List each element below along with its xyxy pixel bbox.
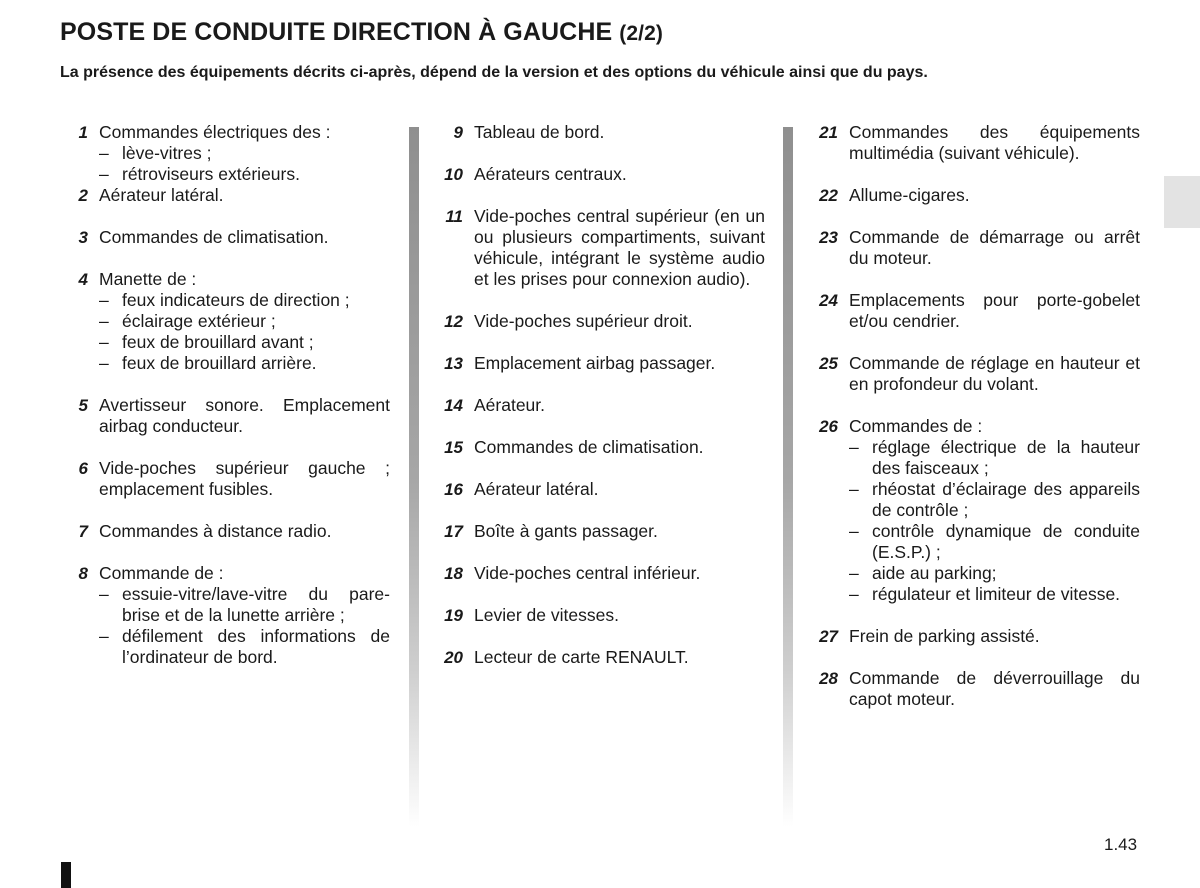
- legend-item-row: [435, 164, 765, 185]
- legend-item-text: Frein de parking assisté.: [849, 626, 1040, 646]
- legend-item-number: 15: [444, 438, 463, 457]
- legend-item-row: [435, 353, 765, 374]
- legend-item-row: [435, 206, 765, 290]
- page-subtitle: La présence des équipements décrits ci-après, dépend de la version et des options du véhicule ainsi que du pays.: [60, 64, 928, 81]
- legend-item: [810, 290, 1140, 332]
- legend-item-text: Vide-poches central supérieur (en un ou plusieurs compartiments, suivant véhicule, intégrant le système audio et les prises pour connexion audio).: [474, 206, 765, 289]
- section-tab-marker: [1164, 176, 1200, 228]
- dash-bullet: –: [99, 332, 109, 352]
- legend-item-text: Aérateurs centraux.: [474, 164, 627, 184]
- legend-sub-item-text: feux de brouillard avant ;: [122, 332, 314, 352]
- legend-item-number: 4: [78, 270, 88, 289]
- legend-item: [435, 647, 765, 668]
- legend-item-text: Commande de réglage en hauteur et en profondeur du volant.: [849, 353, 1140, 394]
- legend-item: [435, 479, 765, 500]
- legend-item-number: 21: [819, 123, 838, 142]
- legend-item-row: [810, 416, 1140, 437]
- legend-item: [810, 227, 1140, 269]
- legend-sub-item: [99, 143, 390, 164]
- legend-item-text: Commande de :: [99, 563, 224, 583]
- legend-item-number: 7: [78, 522, 88, 541]
- legend-item: [810, 353, 1140, 395]
- dash-bullet: –: [99, 143, 109, 163]
- legend-sub-item-text: réglage électrique de la hauteur des faisceaux ;: [872, 437, 1140, 478]
- legend-item-text: Emplacement airbag passager.: [474, 353, 716, 373]
- legend-item-number: 1: [78, 123, 88, 142]
- legend-item-number: 18: [444, 564, 463, 583]
- legend-sub-item-text: rétroviseurs extérieurs.: [122, 164, 300, 184]
- legend-item-row: [435, 647, 765, 668]
- legend-sub-item-text: feux de brouillard arrière.: [122, 353, 317, 373]
- column-separator: [783, 127, 793, 827]
- page-title-suffix: (2/2): [619, 22, 663, 45]
- legend-item-row: [810, 668, 1140, 710]
- dash-bullet: –: [99, 164, 109, 184]
- page-number: 1.43: [1104, 835, 1138, 854]
- legend-item-text: Avertisseur sonore. Emplacement airbag conducteur.: [99, 395, 390, 436]
- legend-sub-item: [99, 332, 390, 353]
- legend-item-text: Allume-cigares.: [849, 185, 970, 205]
- legend-item-row: [60, 563, 390, 584]
- legend-item-text: Lecteur de carte RENAULT.: [474, 647, 689, 667]
- legend-item-row: [810, 227, 1140, 269]
- dash-bullet: –: [849, 584, 859, 604]
- legend-item-text: Vide-poches supérieur gauche ; emplacement fusibles.: [99, 458, 390, 499]
- legend-item: [435, 521, 765, 542]
- legend-item-row: [810, 626, 1140, 647]
- dash-bullet: –: [849, 479, 859, 499]
- legend-item: [435, 353, 765, 374]
- legend-item-number: 23: [819, 228, 838, 247]
- legend-item: [810, 668, 1140, 710]
- legend-item-number: 10: [444, 165, 463, 184]
- legend-item-text: Boîte à gants passager.: [474, 521, 658, 541]
- dash-bullet: –: [99, 290, 109, 310]
- legend-item: [435, 563, 765, 584]
- column-separator: [409, 127, 419, 827]
- legend-item-number: 17: [444, 522, 463, 541]
- legend-item: [435, 311, 765, 332]
- page-title: [60, 18, 663, 47]
- legend-item: [435, 437, 765, 458]
- legend-sub-list: [60, 584, 390, 668]
- dash-bullet: –: [99, 353, 109, 373]
- legend-sub-item-text: contrôle dynamique de conduite (E.S.P.) ;: [872, 521, 1140, 562]
- legend-item: [60, 227, 390, 248]
- legend-item-text: Commandes des équipements multimédia (suivant véhicule).: [849, 122, 1140, 163]
- legend-sub-item-text: défilement des informations de l’ordinateur de bord.: [122, 626, 390, 667]
- legend-item-row: [60, 122, 390, 143]
- legend-item-number: 12: [444, 312, 463, 331]
- legend-sub-item-text: éclairage extérieur ;: [122, 311, 276, 331]
- dash-bullet: –: [99, 584, 109, 604]
- legend-item-text: Emplacements pour porte-gobelet et/ou cendrier.: [849, 290, 1140, 331]
- legend-item-number: 5: [78, 396, 88, 415]
- legend-item-text: Aérateur latéral.: [474, 479, 599, 499]
- legend-item-row: [60, 227, 390, 248]
- legend-item: [60, 269, 390, 374]
- legend-item-row: [435, 521, 765, 542]
- column-3: [810, 122, 1140, 731]
- legend-item-text: Commande de déverrouillage du capot moteur.: [849, 668, 1140, 709]
- legend-item-number: 19: [444, 606, 463, 625]
- legend-sub-item-text: essuie-vitre/lave-vitre du pare-brise et de la lunette arrière ;: [122, 584, 390, 625]
- legend-item: [810, 416, 1140, 605]
- legend-item-text: Vide-poches central inférieur.: [474, 563, 701, 583]
- legend-item: [810, 122, 1140, 164]
- legend-item: [60, 185, 390, 206]
- legend-sub-list: [60, 290, 390, 374]
- legend-item-text: Tableau de bord.: [474, 122, 605, 142]
- legend-item-row: [60, 458, 390, 500]
- legend-sub-item: [849, 479, 1140, 521]
- legend-item-text: Manette de :: [99, 269, 197, 289]
- legend-item-text: Commande de démarrage ou arrêt du moteur.: [849, 227, 1140, 268]
- legend-item-row: [435, 563, 765, 584]
- legend-item-number: 8: [78, 564, 88, 583]
- legend-sub-item: [99, 626, 390, 668]
- legend-item-number: 26: [819, 417, 838, 436]
- legend-item: [435, 395, 765, 416]
- legend-sub-item: [849, 437, 1140, 479]
- legend-item-row: [60, 521, 390, 542]
- legend-item: [60, 122, 390, 185]
- column-1: [60, 122, 390, 689]
- legend-item-text: Vide-poches supérieur droit.: [474, 311, 693, 331]
- legend-sub-item: [99, 164, 390, 185]
- legend-sub-item: [849, 521, 1140, 563]
- legend-item: [60, 458, 390, 500]
- legend-item-row: [810, 122, 1140, 164]
- dash-bullet: –: [849, 437, 859, 457]
- legend-item-number: 13: [444, 354, 463, 373]
- legend-item-number: 9: [453, 123, 463, 142]
- legend-sub-list: [60, 143, 390, 185]
- legend-item-number: 27: [819, 627, 838, 646]
- legend-item-number: 16: [444, 480, 463, 499]
- legend-item-number: 14: [444, 396, 463, 415]
- legend-item-text: Commandes à distance radio.: [99, 521, 332, 541]
- legend-item: [435, 164, 765, 185]
- legend-item: [810, 185, 1140, 206]
- legend-item: [435, 122, 765, 143]
- dash-bullet: –: [849, 521, 859, 541]
- legend-item-row: [810, 353, 1140, 395]
- legend-item-text: Aérateur.: [474, 395, 546, 415]
- legend-item-row: [810, 290, 1140, 332]
- legend-sub-item: [849, 563, 1140, 584]
- legend-item: [435, 206, 765, 290]
- legend-sub-item: [99, 353, 390, 374]
- legend-item-row: [435, 479, 765, 500]
- legend-sub-item: [99, 311, 390, 332]
- legend-item-text: Commandes de :: [849, 416, 983, 436]
- legend-item-row: [810, 185, 1140, 206]
- legend-item: [60, 521, 390, 542]
- corner-mark: [61, 862, 71, 888]
- legend-item-row: [435, 437, 765, 458]
- dash-bullet: –: [849, 563, 859, 583]
- legend-item-row: [435, 605, 765, 626]
- legend-item-number: 22: [819, 186, 838, 205]
- legend-item-number: 6: [78, 459, 88, 478]
- legend-item-text: Commandes électriques des :: [99, 122, 331, 142]
- legend-sub-item-text: rhéostat d’éclairage des appareils de contrôle ;: [872, 479, 1140, 520]
- legend-sub-item: [99, 290, 390, 311]
- legend-sub-item-text: régulateur et limiteur de vitesse.: [872, 584, 1121, 604]
- page-title-text: POSTE DE CONDUITE DIRECTION À GAUCHE: [60, 18, 613, 46]
- legend-item-row: [435, 311, 765, 332]
- legend-item-number: 3: [78, 228, 88, 247]
- dash-bullet: –: [99, 626, 109, 646]
- legend-item-row: [435, 395, 765, 416]
- legend-sub-item: [849, 584, 1140, 605]
- dash-bullet: –: [99, 311, 109, 331]
- legend-item-text: Commandes de climatisation.: [474, 437, 704, 457]
- legend-item-row: [60, 269, 390, 290]
- legend-item: [60, 563, 390, 668]
- legend-item: [435, 605, 765, 626]
- legend-item-row: [435, 122, 765, 143]
- legend-item-number: 24: [819, 291, 838, 310]
- legend-item-row: [60, 395, 390, 437]
- legend-item-number: 25: [819, 354, 838, 373]
- legend-item: [810, 626, 1140, 647]
- legend-item: [60, 395, 390, 437]
- legend-sub-item-text: aide au parking;: [872, 563, 997, 583]
- legend-item-text: Levier de vitesses.: [474, 605, 619, 625]
- legend-sub-item: [99, 584, 390, 626]
- legend-item-number: 28: [819, 669, 838, 688]
- column-2: [435, 122, 765, 689]
- legend-item-number: 2: [78, 186, 88, 205]
- legend-item-number: 11: [445, 207, 463, 226]
- legend-item-number: 20: [444, 648, 463, 667]
- legend-item-text: Commandes de climatisation.: [99, 227, 329, 247]
- legend-item-text: Aérateur latéral.: [99, 185, 224, 205]
- legend-sub-item-text: lève-vitres ;: [122, 143, 212, 163]
- legend-sub-list: [810, 437, 1140, 605]
- legend-sub-item-text: feux indicateurs de direction ;: [122, 290, 350, 310]
- legend-item-row: [60, 185, 390, 206]
